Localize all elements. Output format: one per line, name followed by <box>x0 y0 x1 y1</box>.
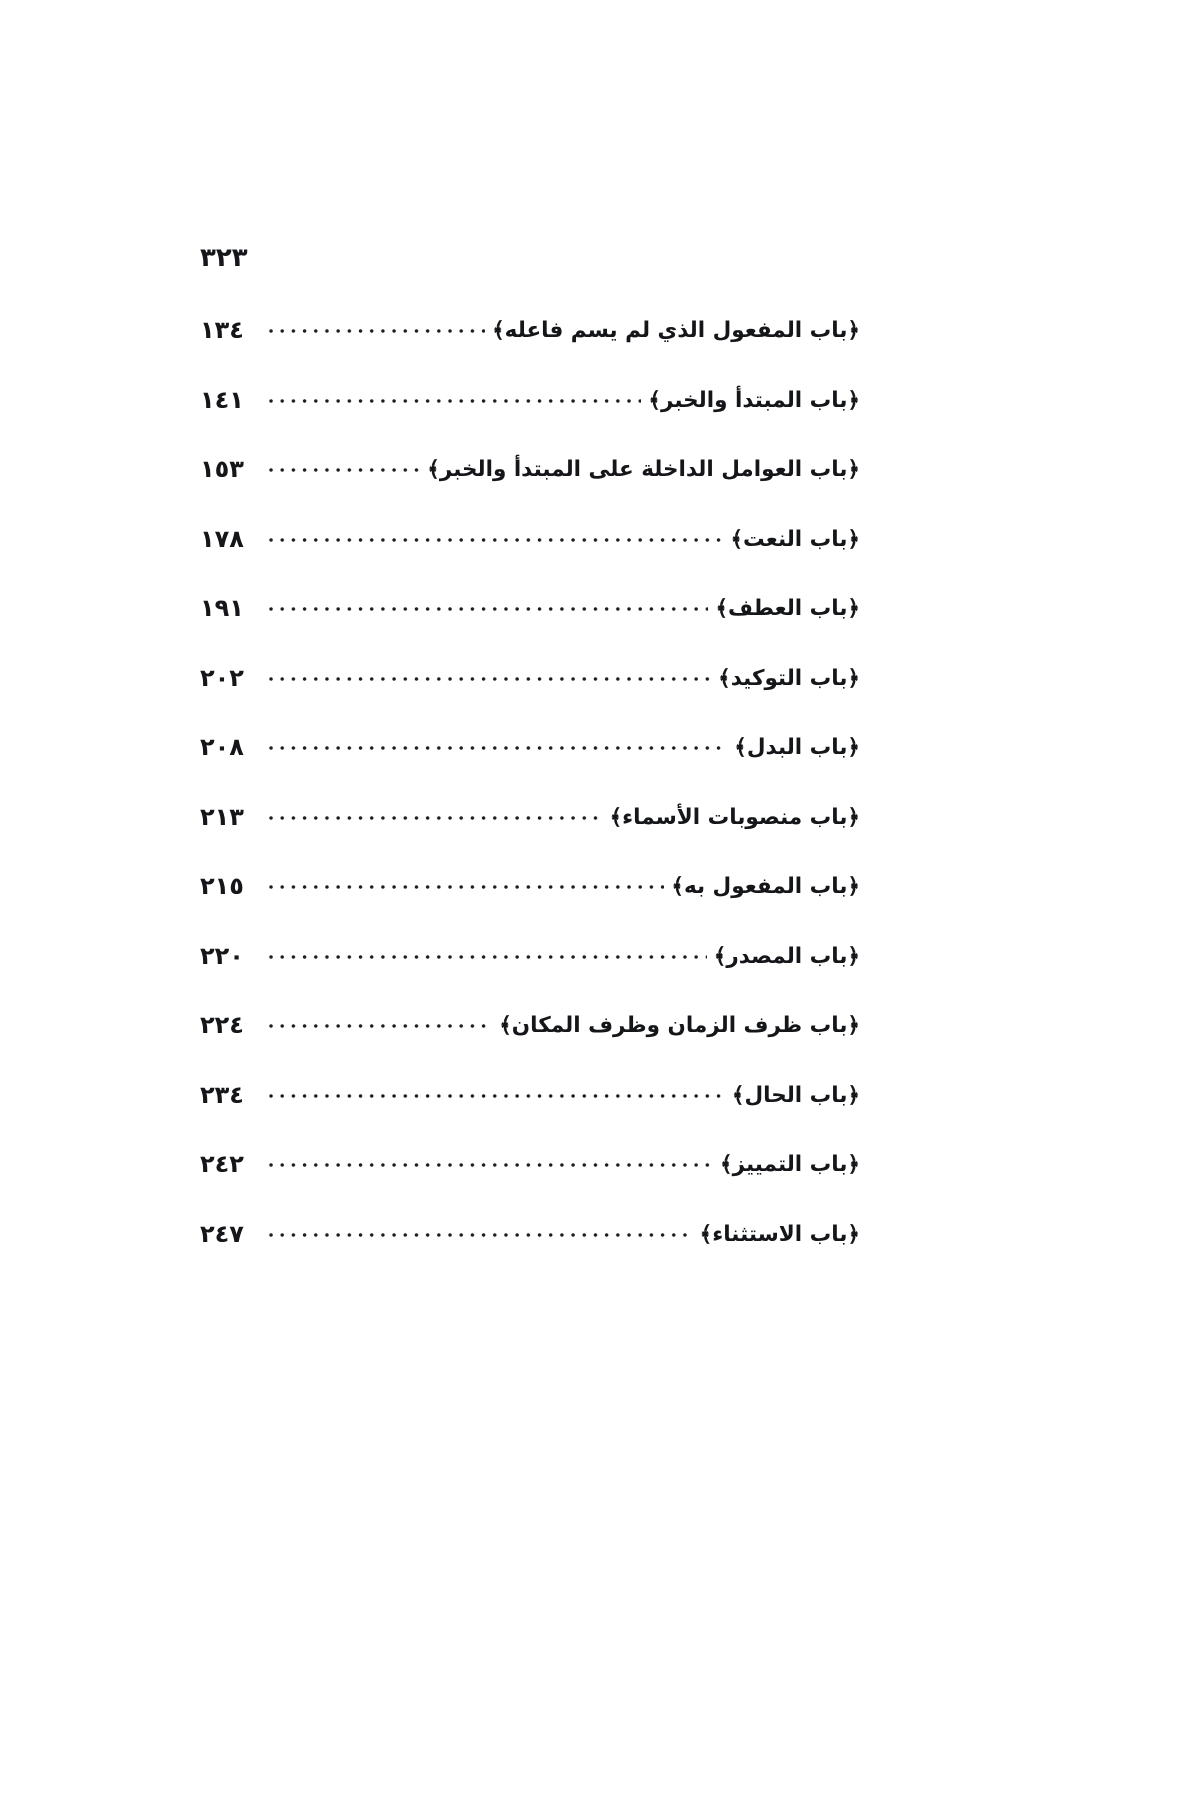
toc-entry-page-number: ٢٢٤ <box>200 1011 244 1039</box>
folio-number: ٣٢٣ <box>200 243 248 273</box>
dot-leader <box>269 600 708 616</box>
toc-entry-title: ﴿باب المصدر﴾ <box>713 943 860 969</box>
table-of-contents-list <box>200 318 860 1291</box>
toc-entry[interactable] <box>200 663 860 736</box>
toc-entry[interactable] <box>200 524 860 597</box>
toc-entry-title: ﴿باب البدل﴾ <box>734 735 860 760</box>
toc-entry[interactable] <box>200 318 860 388</box>
toc-entry-page-number: ٢٣٤ <box>200 1080 244 1109</box>
toc-entry-page-number: ٢١٣ <box>200 802 244 831</box>
toc-entry-page-number: ٢٤٧ <box>200 1219 244 1248</box>
toc-entry[interactable] <box>200 457 860 527</box>
toc-entry[interactable] <box>200 1080 860 1153</box>
toc-entry[interactable] <box>200 941 860 1014</box>
toc-entry-page-number: ١٣٤ <box>200 316 244 344</box>
toc-entry-title: ﴿باب المفعول به﴾ <box>671 874 860 899</box>
dot-leader <box>269 948 707 964</box>
dot-leader <box>269 1226 693 1242</box>
toc-entry-title: ﴿باب الحال﴾ <box>731 1082 860 1108</box>
dot-leader <box>269 739 727 755</box>
toc-entry[interactable] <box>200 874 860 944</box>
toc-entry-title: ﴿باب المبتدأ والخبر﴾ <box>648 387 860 413</box>
toc-entry[interactable] <box>200 1013 860 1083</box>
toc-entry-page-number: ١٤١ <box>200 385 244 414</box>
toc-entry-page-number: ٢٠٢ <box>200 663 244 692</box>
toc-entry-title: ﴿باب ظرف الزمان وظرف المكان﴾ <box>499 1013 860 1038</box>
dot-leader <box>269 461 420 477</box>
toc-entry-title: ﴿باب العوامل الداخلة على المبتدأ والخبر﴾ <box>427 457 860 482</box>
dot-leader <box>269 670 711 686</box>
toc-entry-page-number: ١٧٨ <box>200 524 244 553</box>
toc-entry[interactable] <box>200 596 860 666</box>
toc-entry-page-number: ٢١٥ <box>200 872 244 900</box>
toc-entry-page-number: ٢٠٨ <box>200 733 244 761</box>
toc-entry-page-number: ٢٤٢ <box>200 1150 244 1178</box>
toc-entry-title: ﴿باب الاستثناء﴾ <box>699 1221 860 1247</box>
dot-leader <box>269 392 641 408</box>
toc-entry[interactable] <box>200 1152 860 1222</box>
toc-entry-title: ﴿باب العطف﴾ <box>715 596 860 621</box>
toc-entry-title: ﴿باب المفعول الذي لم يسم فاعله﴾ <box>492 318 860 343</box>
toc-entry[interactable] <box>200 385 860 458</box>
toc-entry-page-number: ٢٢٠ <box>200 941 244 970</box>
toc-entry-title: ﴿باب التوكيد﴾ <box>718 665 860 691</box>
dot-leader <box>269 531 723 547</box>
dot-leader <box>269 1017 492 1033</box>
dot-leader <box>269 1156 713 1172</box>
toc-entry-title: ﴿باب التمييز﴾ <box>720 1152 860 1177</box>
toc-entry[interactable] <box>200 735 860 805</box>
toc-entry-title: ﴿باب النعت﴾ <box>730 526 860 552</box>
dot-leader <box>269 809 603 825</box>
toc-entry-title: ﴿باب منصوبات الأسماء﴾ <box>609 804 860 830</box>
toc-entry-page-number: ١٥٣ <box>200 455 244 483</box>
dot-leader <box>269 878 664 894</box>
toc-entry[interactable] <box>200 1219 860 1292</box>
toc-entry[interactable] <box>200 802 860 875</box>
toc-entry-page-number: ١٩١ <box>200 594 244 622</box>
dot-leader <box>269 322 485 338</box>
dot-leader <box>269 1087 725 1103</box>
